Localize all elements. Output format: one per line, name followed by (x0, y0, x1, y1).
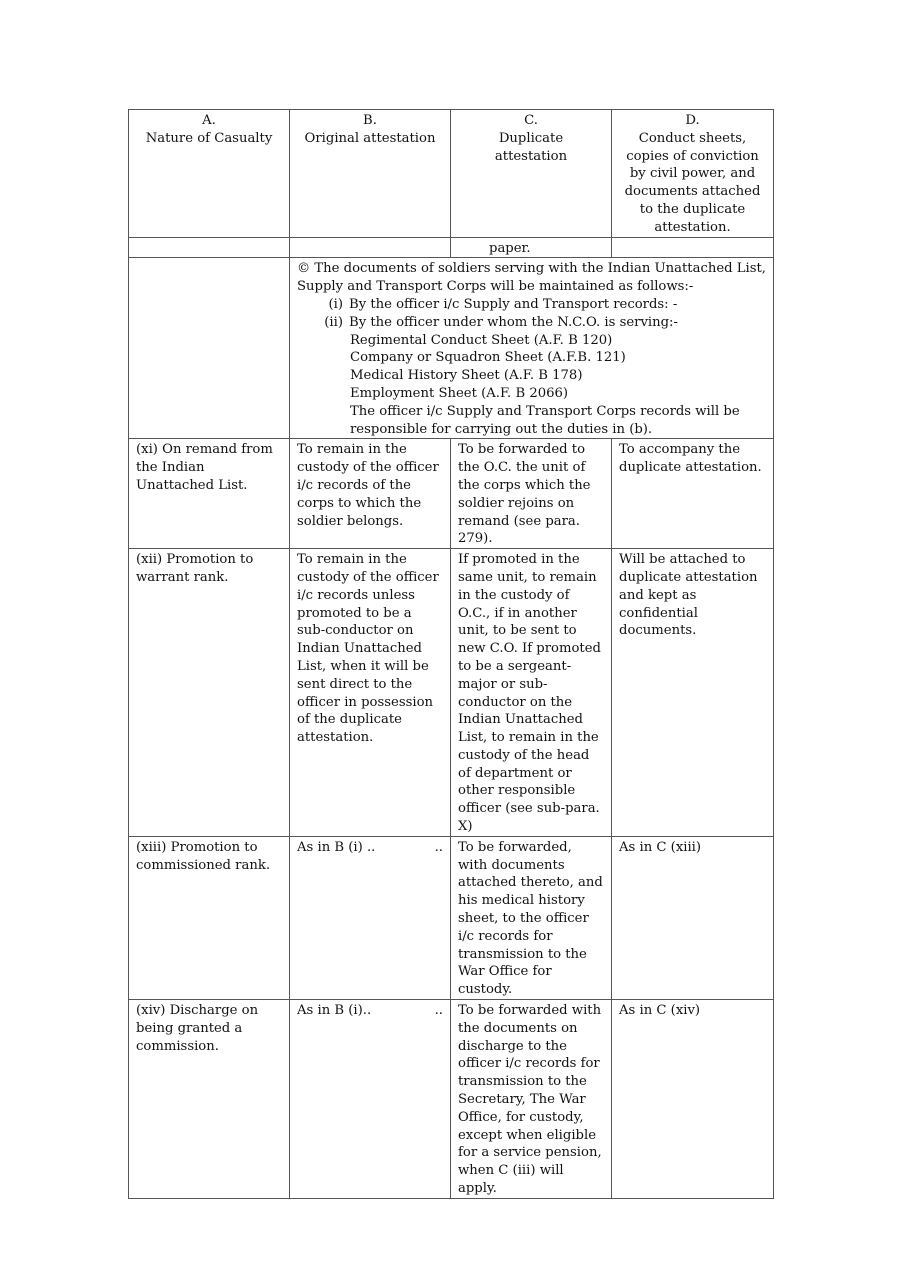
header-col-c (451, 110, 612, 238)
note-item-2 (297, 314, 766, 332)
document-page (128, 109, 773, 1199)
note-sub-item: Company or Squadron Sheet (A.F.B. 121) (350, 350, 626, 366)
continuation-row (129, 237, 774, 258)
row-xiv-col-b-text: As in B (i).. (297, 1003, 372, 1019)
row-xiv-leader-dots: .. (434, 1003, 443, 1019)
row-xiv-col-d: As in C (xiv) (612, 1000, 774, 1199)
header-col-b-letter: B. (363, 113, 377, 128)
row-xiii-col-a: (xiii) Promotion to commissioned rank. (129, 836, 290, 999)
note-closing: The officer i/c Supply and Transport Corps records will be responsible for carrying out the duties in (b). (350, 403, 740, 437)
note-item-1 (297, 296, 766, 314)
continuation-col-b (290, 237, 451, 258)
row-xii-col-b: To remain in the custody of the officer i/c records unless promoted to be a sub-conductor on Indian Unattached List, when it will be sent direct to the officer in possession of the duplicate attestation. (290, 549, 451, 837)
header-col-a-letter: A. (202, 113, 216, 128)
note-row (129, 258, 774, 439)
header-col-b-title: Original attestation (304, 130, 436, 146)
header-col-c-title: Duplicate attestation (494, 130, 568, 164)
table-row (129, 439, 774, 549)
header-col-d-letter: D. (685, 113, 700, 128)
note-item-2-number: (ii) (324, 314, 343, 330)
row-xiv-col-a: (xiv) Discharge on being granted a commission. (129, 1000, 290, 1199)
note-intro: © The documents of soldiers serving with the Indian Unattached List, Supply and Transport Corps will be maintained as follows:- (297, 261, 766, 295)
row-xi-col-b: To remain in the custody of the officer i/c records of the corps to which the soldier belongs. (290, 439, 451, 549)
row-xii-col-d: Will be attached to duplicate attestation and kept as confidential documents. (612, 549, 774, 837)
header-col-c-letter: C. (524, 113, 538, 128)
note-col-a (129, 258, 290, 439)
header-col-d-title: Conduct sheets, copies of conviction by civil power, and documents attached to the duplicate attestation. (624, 130, 761, 235)
continuation-text: paper. (489, 240, 531, 256)
header-col-d (612, 110, 774, 238)
note-cell (290, 258, 774, 439)
row-xi-col-c: To be forwarded to the O.C. the unit of the corps which the soldier rejoins on remand (see para. 279). (451, 439, 612, 549)
header-col-a-title: Nature of Casualty (145, 130, 273, 146)
table-header-row (129, 110, 774, 238)
row-xiv-col-c: To be forwarded with the documents on discharge to the officer i/c records for transmission to the Secretary, The War Office, for custody, except when eligible for a service pension, when C (iii) will apply. (451, 1000, 612, 1199)
continuation-col-a (129, 237, 290, 258)
continuation-col-d (612, 237, 774, 258)
note-item-2-text: By the officer under whom the N.C.O. is serving:- (349, 314, 678, 330)
casualty-documents-table (128, 109, 774, 1199)
table-row (129, 836, 774, 999)
row-xiii-col-c: To be forwarded, with documents attached thereto, and his medical history sheet, to the officer i/c records for transmission to the War Office for custody. (451, 836, 612, 999)
note-sub-item: Regimental Conduct Sheet (A.F. B 120) (350, 332, 613, 348)
row-xii-col-c: If promoted in the same unit, to remain in the custody of O.C., if in another unit, to be sent to new C.O. If promoted to be a sergeant-major or sub-conductor on the Indian Unattached List, to remain in the custody of the head of department or other responsible officer (see sub-para. X) (451, 549, 612, 837)
table-row (129, 549, 774, 837)
row-xiii-col-d: As in C (xiii) (612, 836, 774, 999)
header-col-a (129, 110, 290, 238)
note-item-1-number: (i) (328, 296, 343, 312)
row-xi-col-d: To accompany the duplicate attestation. (612, 439, 774, 549)
row-xii-col-a: (xii) Promotion to warrant rank. (129, 549, 290, 837)
table-row (129, 1000, 774, 1199)
note-item-1-text: By the officer i/c Supply and Transport records: - (349, 296, 678, 312)
header-col-b (290, 110, 451, 238)
note-sub-item: Employment Sheet (A.F. B 2066) (350, 385, 569, 401)
continuation-col-c (451, 237, 612, 258)
row-xiv-col-b (290, 1000, 451, 1199)
row-xi-col-a: (xi) On remand from the Indian Unattached List. (129, 439, 290, 549)
row-xiii-col-b (290, 836, 451, 999)
note-sub-item: Medical History Sheet (A.F. B 178) (350, 368, 583, 384)
row-xiii-leader-dots: .. (434, 839, 443, 855)
row-xiii-col-b-text: As in B (i) .. (297, 839, 376, 855)
